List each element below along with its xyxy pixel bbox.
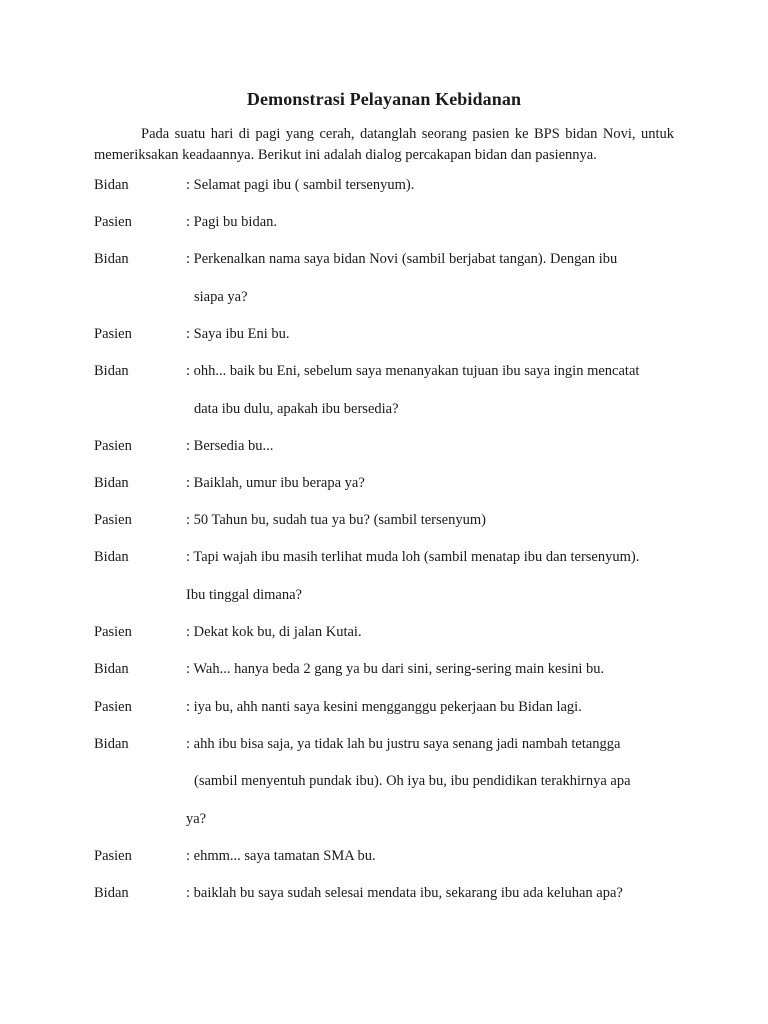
speaker-label: Bidan xyxy=(94,661,129,677)
dialogue-line: : Wah... hanya beda 2 gang ya bu dari sini, sering-sering main kesini bu. xyxy=(186,661,605,677)
intro-paragraph: Pada suatu hari di pagi yang cerah, datanglah seorang pasien ke BPS bidan Novi, untuk memeriksakan keadaannya. Berikut ini adalah dialog percakapan bidan dan pasiennya. xyxy=(94,126,674,163)
dialogue-line: : Perkenalkan nama saya bidan Novi (sambil berjabat tangan). Dengan ibu xyxy=(186,251,618,267)
speaker-label: Pasien xyxy=(94,624,132,640)
speaker-label: Bidan xyxy=(94,475,129,491)
speaker-label: Bidan xyxy=(94,549,129,565)
dialogue-line: : ahh ibu bisa saja, ya tidak lah bu justru saya senang jadi nambah tetangga xyxy=(186,736,621,752)
dialogue-line: : 50 Tahun bu, sudah tua ya bu? (sambil tersenyum) xyxy=(186,512,486,528)
dialogue-line: : ehmm... saya tamatan SMA bu. xyxy=(186,848,376,864)
dialogue-line: : Bersedia bu... xyxy=(186,438,274,454)
dialogue-line: : Selamat pagi ibu ( sambil tersenyum). xyxy=(186,177,415,193)
dialogue-continuation: (sambil menyentuh pundak ibu). Oh iya bu, ibu pendidikan terakhirnya apa xyxy=(194,773,631,789)
dialogue-continuation: Ibu tinggal dimana? xyxy=(186,587,302,603)
speaker-label: Bidan xyxy=(94,177,129,193)
dialogue-line: : Baiklah, umur ibu berapa ya? xyxy=(186,475,365,491)
dialogue-line: : Tapi wajah ibu masih terlihat muda loh (sambil menatap ibu dan tersenyum). xyxy=(186,549,640,565)
dialogue-continuation: siapa ya? xyxy=(194,289,248,305)
speaker-label: Bidan xyxy=(94,363,129,379)
dialogue-line: : Pagi bu bidan. xyxy=(186,214,278,230)
dialogue-line: : iya bu, ahh nanti saya kesini mengganggu pekerjaan bu Bidan lagi. xyxy=(186,699,582,715)
speaker-label: Bidan xyxy=(94,736,129,752)
speaker-label: Pasien xyxy=(94,512,132,528)
speaker-label: Bidan xyxy=(94,251,129,267)
speaker-label: Pasien xyxy=(94,438,132,454)
dialogue-line: : Saya ibu Eni bu. xyxy=(186,326,290,342)
dialogue-line: : Dekat kok bu, di jalan Kutai. xyxy=(186,624,362,640)
speaker-label: Pasien xyxy=(94,848,132,864)
dialogue-continuation: ya? xyxy=(186,811,207,827)
dialogue-continuation: data ibu dulu, apakah ibu bersedia? xyxy=(194,401,399,417)
speaker-label: Pasien xyxy=(94,214,132,230)
dialogue-line: : ohh... baik bu Eni, sebelum saya menanyakan tujuan ibu saya ingin mencatat xyxy=(186,363,640,379)
speaker-label: Pasien xyxy=(94,699,132,715)
document-title: Demonstrasi Pelayanan Kebidanan xyxy=(246,89,522,109)
speaker-label: Bidan xyxy=(94,885,129,901)
speaker-label: Pasien xyxy=(94,326,132,342)
dialogue-line: : baiklah bu saya sudah selesai mendata ibu, sekarang ibu ada keluhan apa? xyxy=(186,885,623,901)
